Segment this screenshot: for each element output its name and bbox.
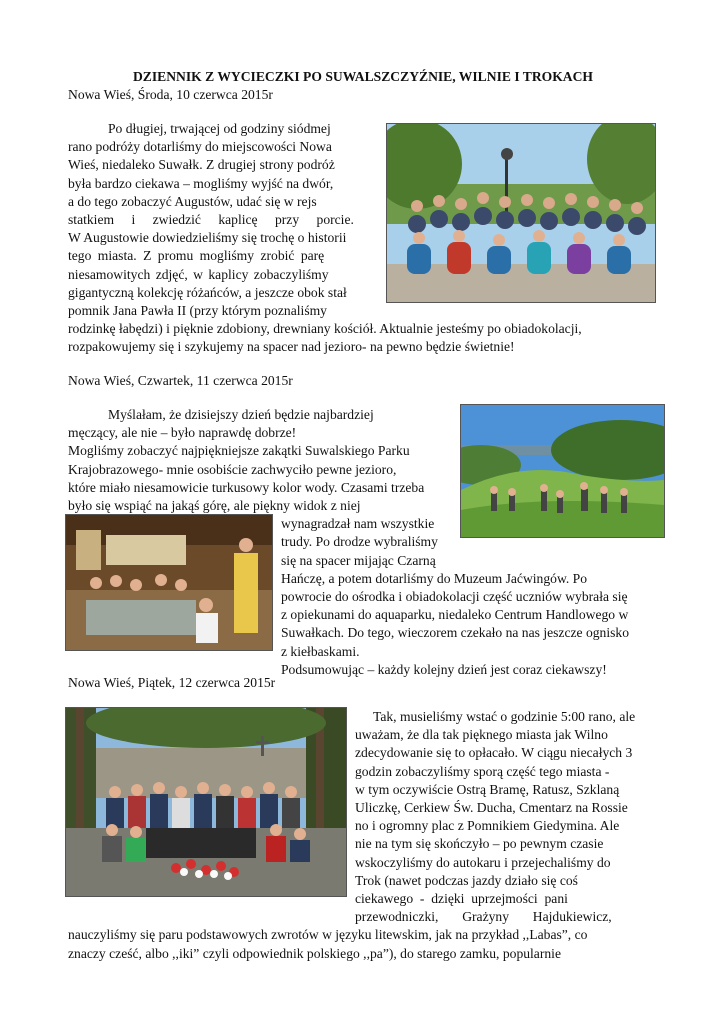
entry-1-text: Po długiej, trwającej od godziny siódmej rano podróży dotarliśmy do miejscowości Nowa Wieś, niedaleko Suwałk. Z drugiej strony podróż była bardzo ciekawa – mogliśmy wyjść na dwór, a do tego zobaczyć Augustów, udać się w rejs statkiem i zwiedzić kaplicę przy porcie. W Augustowie dowiedzieliśmy się trochę o historii tego miasta. Z promu mogliśmy zrobić parę niesamowitych zdjęć, w kaplicy zobaczyliśmy gigantyczną kolekcję różańców, a jeszcze obok stał pomnik Jana Pawła II (przy którym poznaliśmy rodzinkę łabędzi) i pięknie zdobiony, drewniany kościół. Aktualnie jesteśmy po obiadokolacji, rozpakowujemy się i szykujemy na spacer nad jezioro- na pewno będzie świetnie! <box>68 121 582 355</box>
entry-1-date: Nowa Wieś, Środa, 10 czerwca 2015r <box>68 87 273 102</box>
entry-2-text: Myślałam, że dzisiejszy dzień będzie najbardziej męczący, ale nie – było naprawdę dobrze! Mogliśmy zobaczyć najpiękniejsze zakątki Suwalskiego Parku Krajobrazowego- mnie osobiście zachwyciło pewne jezioro, które miało niesamowicie turkusowy kolor wody. Czasami trzeba było się wspiąć na jakąś górę, ale piękny widok z niej wynagradzał nam wszystkie trudy. Po drodze wybraliśmy się na spacer mijając Czarną Hańczę, a potem dotarliśmy do Muzeum Jaćwingów. Po powrocie do ośrodka i obiadokolacji część uczniów wybrała się z opiekunami do aquaparku, niedaleko Centrum Handlowego w Suwałkach. Do tego, wieczorem czekało na nas jeszcze ognisko z kiełbaskami. Podsumowując – każdy kolejny dzień jest coraz ciekawszy! <box>68 407 630 677</box>
entry-3-text: Tak, musieliśmy wstać o godzinie 5:00 rano, ale uważam, że dla tak pięknego miasta jak Wilno zdecydowanie się to opłacało. W ciągu niecałych 3 godzin zobaczyliśmy sporą część tego miasta - w tym oczywiście Ostrą Bramę, Ratusz, Szklaną Uliczkę, Cerkiew Św. Ducha, Cmentarz na Rossie no i ogromny plac z Pomnikiem Giedymina. Ale nie na tym się skończyło – po pewnym czasie wskoczyliśmy do autokaru i przejechaliśmy do Trok (nawet podczas jazdy działo się coś ciekawego - dzięki uprzejmości pani przewodniczki, Grażyny Hajdukiewicz, nauczyliśmy się paru podstawowych zwrotów w języku litewskim, jak na przykład ,,Labas”, co znaczy cześć, albo ,,iki” czyli odpowiednik polskiego ,,pa”), do starego zamku, popularnie <box>68 709 636 961</box>
entry-3-date: Nowa Wieś, Piątek, 12 czerwca 2015r <box>68 675 276 690</box>
document-title: DZIENNIK Z WYCIECZKI PO SUWALSZCZYŹNIE, WILNIE I TROKACH <box>132 69 594 84</box>
entry-2-date: Nowa Wieś, Czwartek, 11 czerwca 2015r <box>68 373 293 388</box>
